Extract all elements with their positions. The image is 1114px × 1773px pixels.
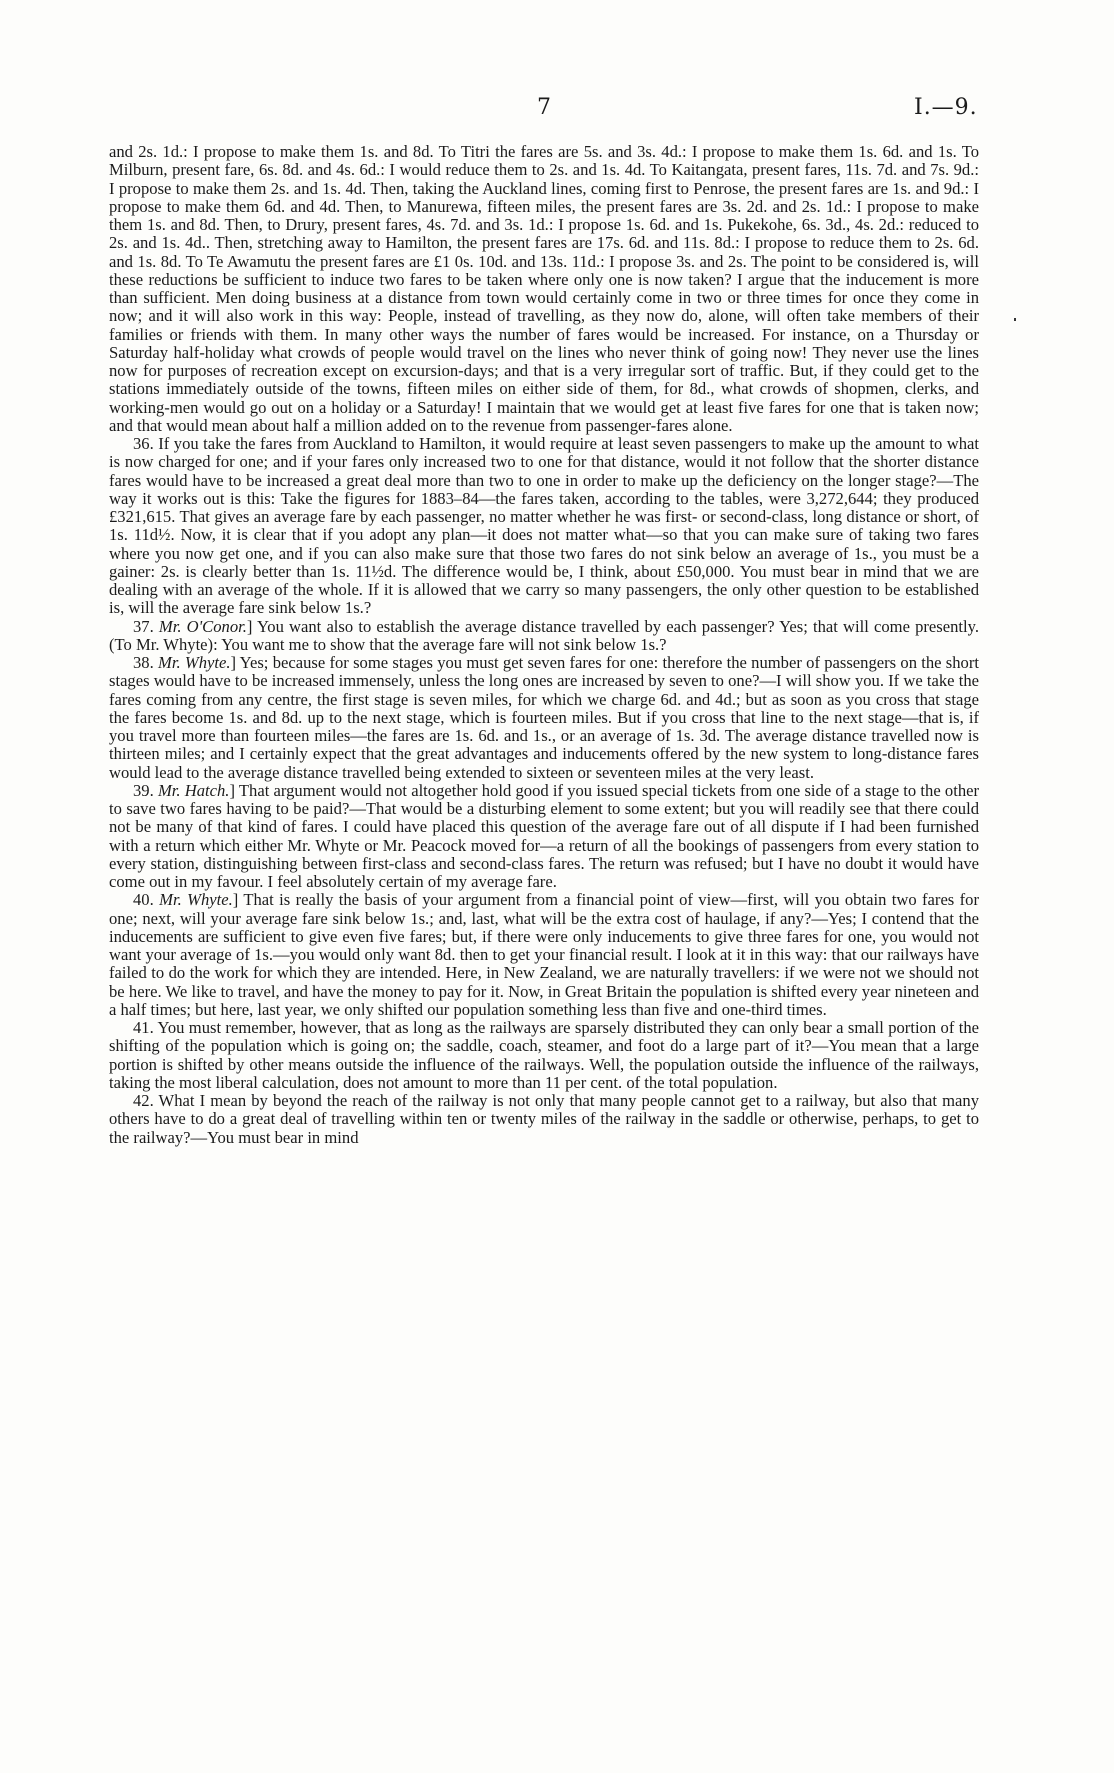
page-header bbox=[0, 95, 1114, 125]
margin-mark bbox=[1014, 318, 1016, 321]
paragraph-39 bbox=[109, 782, 979, 892]
paragraph-37 bbox=[109, 618, 979, 655]
page-number: 7 bbox=[537, 95, 551, 120]
body-text bbox=[109, 143, 979, 1147]
document-reference: I.—9. bbox=[914, 95, 978, 120]
paragraph-text: ] That is really the basis of your argument from a financial point of view—first, will you obtain two fares for one; next, will your average fare sink below 1s.; and, last, what will be the extra cost of haulage, if any?—Yes; I contend that the inducements are sufficient to give even five fares; but, if there were only inducements to give three fares for one, you would not want your average of 1s.—you would only want 8d. then to get your financial result. I look at it in this way: that our railways have failed to do the work for which they are intended. Here, in New Zealand, we are naturally travellers: if we were not we should not be here. We like to travel, and have the money to pay for it. Now, in Great Britain the population is shifted every year nineteen and a half times; but here, last year, we only shifted our population something less than five and one-third times. bbox=[109, 890, 980, 1019]
paragraph-36: 36. If you take the fares from Auckland to Hamilton, it would require at least seven passengers to make up the amount to what is now charged for one; and if your fares only increased two to one for that distance, would it not follow that the shorter distance fares would have to be increased a great deal more than two to one in order to make up the deficiency on the longer stage?—The way it works out is this: Take the figures for 1883–84—the fares taken, according to the tables, were 3,272,644; they produced £321,615. That gives an average fare by each passenger, no matter whether he was first- or second-class, long distance or short, of 1s. 11d½. Now, it is clear that if you adopt any plan—it does not matter what—so that you can make sure of taking two fares where you now get one, and if you can also make sure that those two fares do not sink below an average of 1s., you must be a gainer: 2s. is clearly better than 1s. 11½d. The difference would be, I think, about £50,000. You must bear in mind that we are dealing with an average of the whole. If it is allowed that we carry so many passengers, the only other question to be established is, will the average fare sink below 1s.? bbox=[109, 434, 979, 618]
paragraph-42: 42. What I mean by beyond the reach of the railway is not only that many people cannot get to a railway, but also that many others have to do a great deal of travelling within ten or twenty miles of the railway in the saddle or otherwise, perhaps, to get to the railway?—You must bear in mind bbox=[109, 1091, 979, 1147]
paragraph-38 bbox=[109, 654, 979, 782]
speaker-name: Mr. Whyte. bbox=[159, 890, 233, 910]
question-number: 38. bbox=[133, 653, 159, 672]
paragraph-continued: and 2s. 1d.: I propose to make them 1s. and 8d. To Titri the fares are 5s. and 3s. 4d.: I propose to make them 1s. 6d. and 1s. To Milburn, present fare, 6s. 8d. and 4s. 6d.: I would reduce them to 2s. and 1s. 4d. To Kaitangata, present fares, 11s. 7d. and 7s. 9d.: I propose to make them 2s. and 1s. 4d. Then, taking the Auckland lines, coming first to Penrose, the present fares are 1s. and 9d.: I propose to make them 6d. and 4d. Then, to Manurewa, fifteen miles, the present fares are 3s. 2d. and 2s. 1d.: I propose to make them 1s. and 8d. Then, to Drury, present fares, 4s. 7d. and 3s. 1d.: I propose 1s. 6d. and 1s. Pukekohe, 6s. 3d., 4s. 2d.: reduced to 2s. and 1s. 4d.. Then, stretching away to Hamilton, the present fares are 17s. 6d. and 11s. 8d.: I propose to reduce them to 2s. 6d. and 1s. 8d. To Te Awamutu the present fares are £1 0s. 10d. and 13s. 11d.: I propose 3s. and 2s. The point to be considered is, will these reductions be sufficient to induce two fares to be taken where only one is now taken? I argue that the inducement is more than sufficient. Men doing business at a distance from town would certainly come in two or three times for once they come in now; and it will also work in this way: People, instead of travelling, as they now do, alone, will often take members of their families or friends with them. In many other ways the number of fares would be increased. For instance, on a Thursday or Saturday half-holiday what crowds of people would travel on the lines who never think of going now! They never use the lines now for purposes of recreation except on excursion-days; and that is a very irregular sort of traffic. But, if they could get to the stations immediately outside of the towns, fifteen miles on either side of them, for 8d., what crowds of shopmen, clerks, and working-men would go out on a holiday or a Saturday! I maintain that we would get at least five fares for one that is taken now; and that would mean about half a million added on to the revenue from passenger-fares alone. bbox=[109, 142, 979, 435]
speaker-name: Mr. Hatch. bbox=[157, 780, 230, 800]
paragraph-40 bbox=[109, 891, 979, 1019]
speaker-name: Mr. Whyte. bbox=[158, 653, 231, 672]
paragraph-text: ] That argument would not altogether hold good if you issued special tickets from one side of a stage to the other to save two fares having to be paid?—That would be a disturbing element to some extent; but you will readily see that there could not be many of that kind of fares. I could have placed this question of the average fare out of all dispute if I had been furnished with a return which either Mr. Whyte or Mr. Peacock moved for—a return of all the bookings of passengers from every station to every station, distinguishing between first-class and second-class fares. The return was refused; but I have no doubt it would have come out in my favour. I feel absolutely certain of my average fare. bbox=[109, 780, 980, 891]
question-number: 37. bbox=[133, 616, 159, 636]
speaker-name: Mr. O'Conor. bbox=[158, 616, 247, 636]
paragraph-text: ] Yes; because for some stages you must get seven fares for one: therefore the number of passengers on the short stages would have to be increased immensely, unless the long ones are increased by seven to one?—I will show you. If we take the fares coming from any centre, the first stage is seven miles, for which we charge 6d. and 4d.; but as soon as you cross that stage the fares become 1s. and 8d. up to the next stage, which is fourteen miles. But if you cross that line to the next stage—that is, if you travel more than fourteen miles—the fares are 1s. 6d. and 1s., or an average of 1s. 3d. The average distance travelled now is thirteen miles; and I certainly expect that the great advantages and inducements offered by the new system to long-distance fares would lead to the average distance travelled being extended to sixteen or seventeen miles at the very least. bbox=[109, 653, 979, 782]
paragraph-41: 41. You must remember, however, that as long as the railways are sparsely distributed they can only bear a small portion of the shifting of the population which is going on; the saddle, coach, steamer, and foot do a large part of it?—You mean that a large portion is shifted by other means outside the influence of the railways. Well, the population outside the influence of the railways, taking the most liberal calculation, does not amount to more than 11 per cent. of the total population. bbox=[109, 1018, 979, 1092]
question-number: 39. bbox=[133, 780, 158, 800]
question-number: 40. bbox=[133, 890, 160, 910]
paragraph-text: ] You want also to establish the average distance travelled by each passenger? Yes; that will come presently. (To Mr. Whyte): You want me to show that the average fare will not sink below 1s.? bbox=[109, 616, 979, 654]
